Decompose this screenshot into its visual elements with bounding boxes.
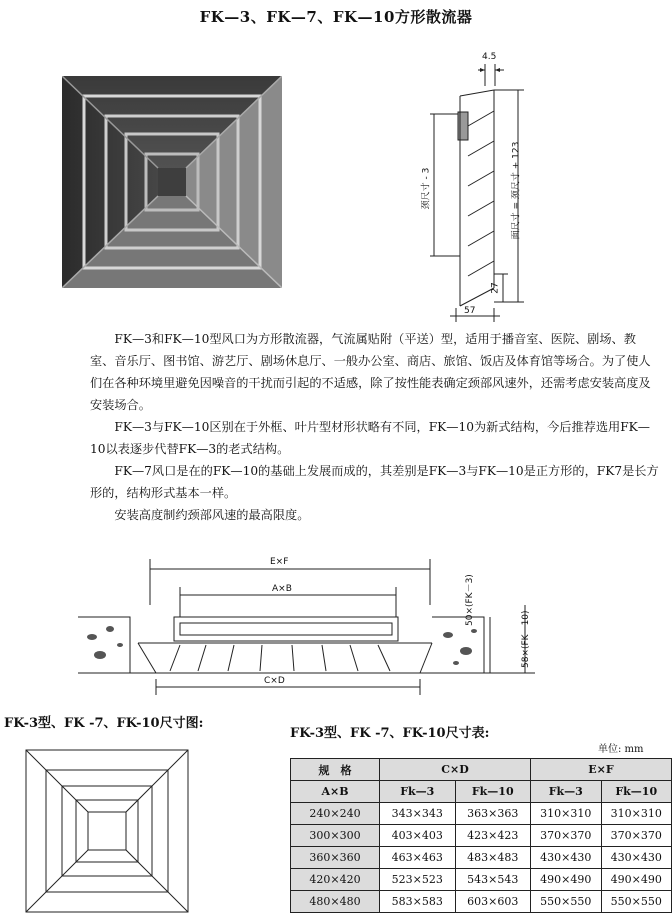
cell: 343×343 — [380, 803, 456, 825]
unit-label: 单位: mm — [598, 744, 644, 755]
cell: 240×240 — [291, 803, 380, 825]
table-row — [291, 869, 672, 891]
cell: 370×370 — [601, 825, 672, 847]
dim-face: 面尺寸 = 颈尺寸 + 123 — [511, 141, 522, 240]
dim-height-fk3: 50×(FK－3) — [465, 574, 475, 626]
sub-cd-fk10: Fk—10 — [455, 781, 531, 803]
header-spec: 规 格 — [291, 759, 380, 781]
paragraph-3: FK—7风口是在的FK—10的基础上发展而成的，其差别是FK—3与FK—10是正方形的，FK7是长方形的，结构形式基本一样。 — [90, 464, 659, 500]
diffuser-photo — [62, 76, 282, 288]
cell: 360×360 — [291, 847, 380, 869]
dim-exf: E×F — [270, 557, 289, 567]
cell: 490×490 — [531, 869, 602, 891]
header-cxd: C×D — [380, 759, 531, 781]
cell: 463×463 — [380, 847, 456, 869]
description — [90, 328, 660, 526]
dim-cxd: C×D — [264, 676, 285, 686]
cell: 430×430 — [531, 847, 602, 869]
header-axb: A×B — [291, 781, 380, 803]
paragraph-2: FK—3与FK—10区别在于外框、叶片型材形状略有不同，FK—10为新式结构，今后推荐选用FK—10以表逐步代替FK—3的老式结构。 — [90, 420, 650, 456]
cell: 583×583 — [380, 891, 456, 913]
dim-axb: A×B — [272, 584, 292, 594]
cell: 603×603 — [455, 891, 531, 913]
sub-cd-fk3: Fk—3 — [380, 781, 456, 803]
cell: 480×480 — [291, 891, 380, 913]
cell: 490×490 — [601, 869, 672, 891]
sub-ef-fk10: Fk—10 — [601, 781, 672, 803]
dim-57: 57 — [464, 306, 476, 316]
page-title: FK—3、FK—7、FK—10方形散流器 — [199, 8, 473, 26]
cell: 423×423 — [455, 825, 531, 847]
cell: 420×420 — [291, 869, 380, 891]
front-view-drawing — [24, 748, 192, 916]
sub-ef-fk3: Fk—3 — [531, 781, 602, 803]
table-row — [291, 803, 672, 825]
cell: 523×523 — [380, 869, 456, 891]
size-table-heading: FK-3型、FK -7、FK-10尺寸表: — [290, 726, 490, 741]
cell: 550×550 — [531, 891, 602, 913]
cell: 403×403 — [380, 825, 456, 847]
cell: 310×310 — [531, 803, 602, 825]
cell: 300×300 — [291, 825, 380, 847]
size-drawing-heading: FK-3型、FK -7、FK-10尺寸图: — [4, 716, 204, 731]
cell: 310×310 — [601, 803, 672, 825]
cell: 550×550 — [601, 891, 672, 913]
table-row — [291, 847, 672, 869]
header-exf: E×F — [531, 759, 672, 781]
paragraph-1: FK—3和FK—10型风口为方形散流器，气流属贴附（平送）型，适用于播音室、医院、剧场、教室、音乐厅、图书馆、游艺厅、剧场休息厅、一般办公室、商店、旅馆、饭店及体育馆等场合。为了使人们在各种环境里避免因噪音的干扰而引起的不适感，除了按性能表确定颈部风速外，还需考虑安装高度及安装场合。 — [90, 332, 651, 412]
dim-height-fk10: 58×(FK－10) — [521, 610, 531, 668]
dim-27: 27 — [490, 282, 501, 294]
dim-neck: 颈尺寸 - 3 — [421, 167, 432, 210]
cell: 430×430 — [601, 847, 672, 869]
size-table — [290, 758, 672, 913]
table-row — [291, 825, 672, 847]
cell: 483×483 — [455, 847, 531, 869]
table-row — [291, 891, 672, 913]
paragraph-4: 安装高度制约颈部风速的最高限度。 — [114, 508, 310, 522]
installation-section-diagram — [70, 545, 590, 705]
cell: 363×363 — [455, 803, 531, 825]
cell: 370×370 — [531, 825, 602, 847]
dim-4-5: 4.5 — [482, 52, 497, 62]
cell: 543×543 — [455, 869, 531, 891]
